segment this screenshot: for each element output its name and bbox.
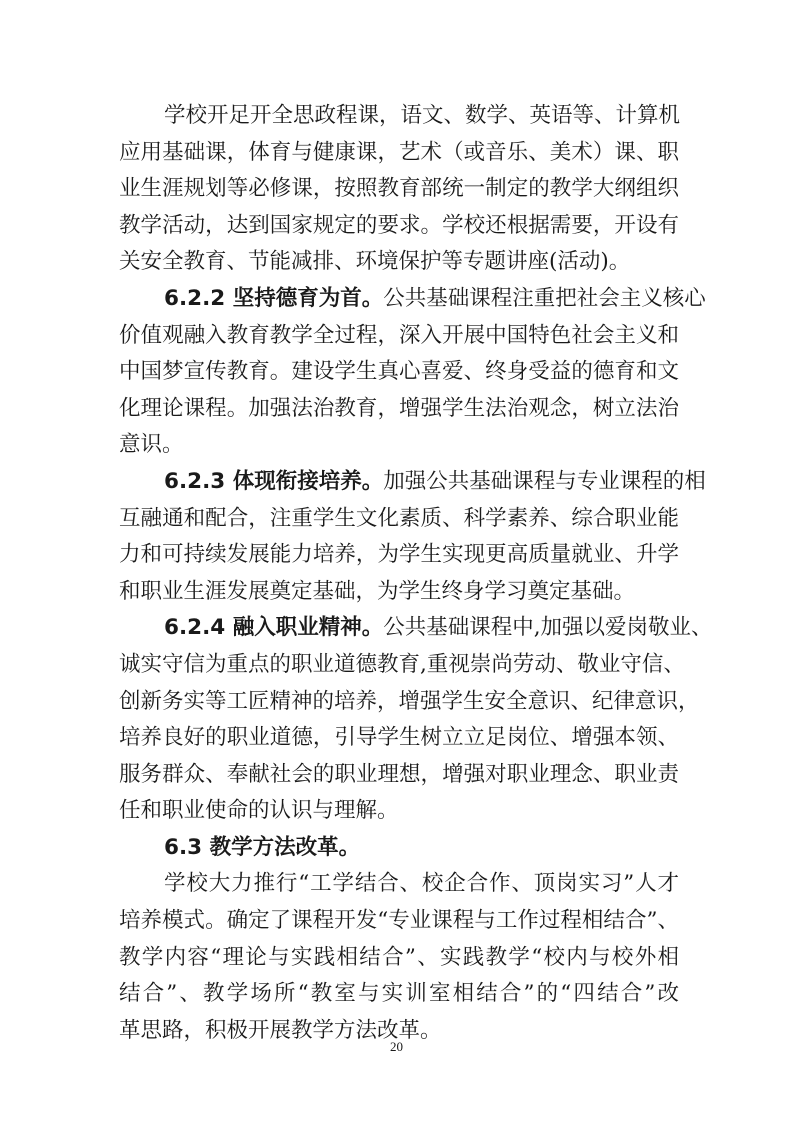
body-line: 意识。 — [119, 432, 184, 458]
body-line: 力和可持续发展能力培养，为学生实现更高质量就业、升学 — [119, 542, 679, 568]
body-line: 互融通和配合，注重学生文化素质、科学素养、综合职业能 — [119, 505, 679, 531]
section-heading-6-2-3: 6.2.3 体现衔接培养。 — [164, 468, 384, 494]
section-6-3-line — [119, 830, 679, 867]
body-line: 中国梦宣传教育。建设学生真心喜爱、终身受益的德育和文 — [119, 359, 679, 385]
body-line: 关安全教育、节能减排、环境保护等专题讲座(活动)。 — [119, 249, 631, 275]
body-line: 学校大力推行“工学结合、校企合作、顶岗实习”人才 — [164, 871, 679, 897]
body-line: 和职业生涯发展奠定基础，为学生终身学习奠定基础。 — [119, 578, 636, 604]
section-heading-6-2-4: 6.2.4 融入职业精神。 — [164, 615, 384, 641]
body-line: 服务群众、奉献社会的职业理想，增强对职业理念、职业责 — [119, 761, 679, 787]
section-text: 加强公共基础课程与专业课程的相 — [383, 468, 706, 494]
body-line: 学校开足开全思政程课，语文、数学、英语等、计算机 — [164, 103, 681, 128]
body-line: 诚实守信为重点的职业道德教育,重视崇尚劳动、敬业守信、 — [119, 651, 685, 677]
section-text: 公共基础课程中,加强以爱岗敬业、 — [383, 615, 713, 641]
body-line: 创新务实等工匠精神的培养，增强学生安全意识、纪律意识， — [119, 688, 700, 714]
body-line: 业生涯规划等必修课，按照教育部统一制定的教学大纲组织 — [119, 176, 679, 202]
body-line: 教学内容“理论与实践相结合”、实践教学“校内与校外相 — [119, 944, 679, 970]
body-line: 化理论课程。加强法治教育，增强学生法治观念，树立法治 — [119, 395, 679, 421]
section-6-2-4-first-line — [119, 610, 713, 647]
section-text: 公共基础课程注重把社会主义核心 — [383, 285, 706, 311]
body-line: 革思路，积极开展教学方法改革。 — [119, 1017, 442, 1043]
body-line: 价值观融入教育教学全过程，深入开展中国特色社会主义和 — [119, 322, 679, 348]
section-6-2-2-first-line — [119, 281, 706, 318]
body-line: 任和职业使命的认识与理解。 — [119, 798, 399, 824]
section-heading-6-2-2: 6.2.2 坚持德育为首。 — [164, 285, 384, 311]
section-heading-6-3: 6.3 教学方法改革。 — [164, 834, 361, 860]
body-line: 培养模式。确定了课程开发“专业课程与工作过程相结合”、 — [119, 908, 679, 934]
body-line: 结合”、教学场所“教室与实训室相结合”的“四结合”改 — [119, 981, 679, 1007]
page-number: 20 — [390, 1039, 403, 1054]
body-line: 教学活动，达到国家规定的要求。学校还根据需要，开设有 — [119, 212, 679, 238]
body-line: 应用基础课，体育与健康课，艺术（或音乐、美术）课、职 — [119, 139, 679, 165]
section-6-2-3-first-line — [119, 464, 706, 501]
document-body — [119, 98, 713, 1049]
body-line: 培养良好的职业道德，引导学生树立立足岗位、增强本领、 — [119, 725, 679, 751]
